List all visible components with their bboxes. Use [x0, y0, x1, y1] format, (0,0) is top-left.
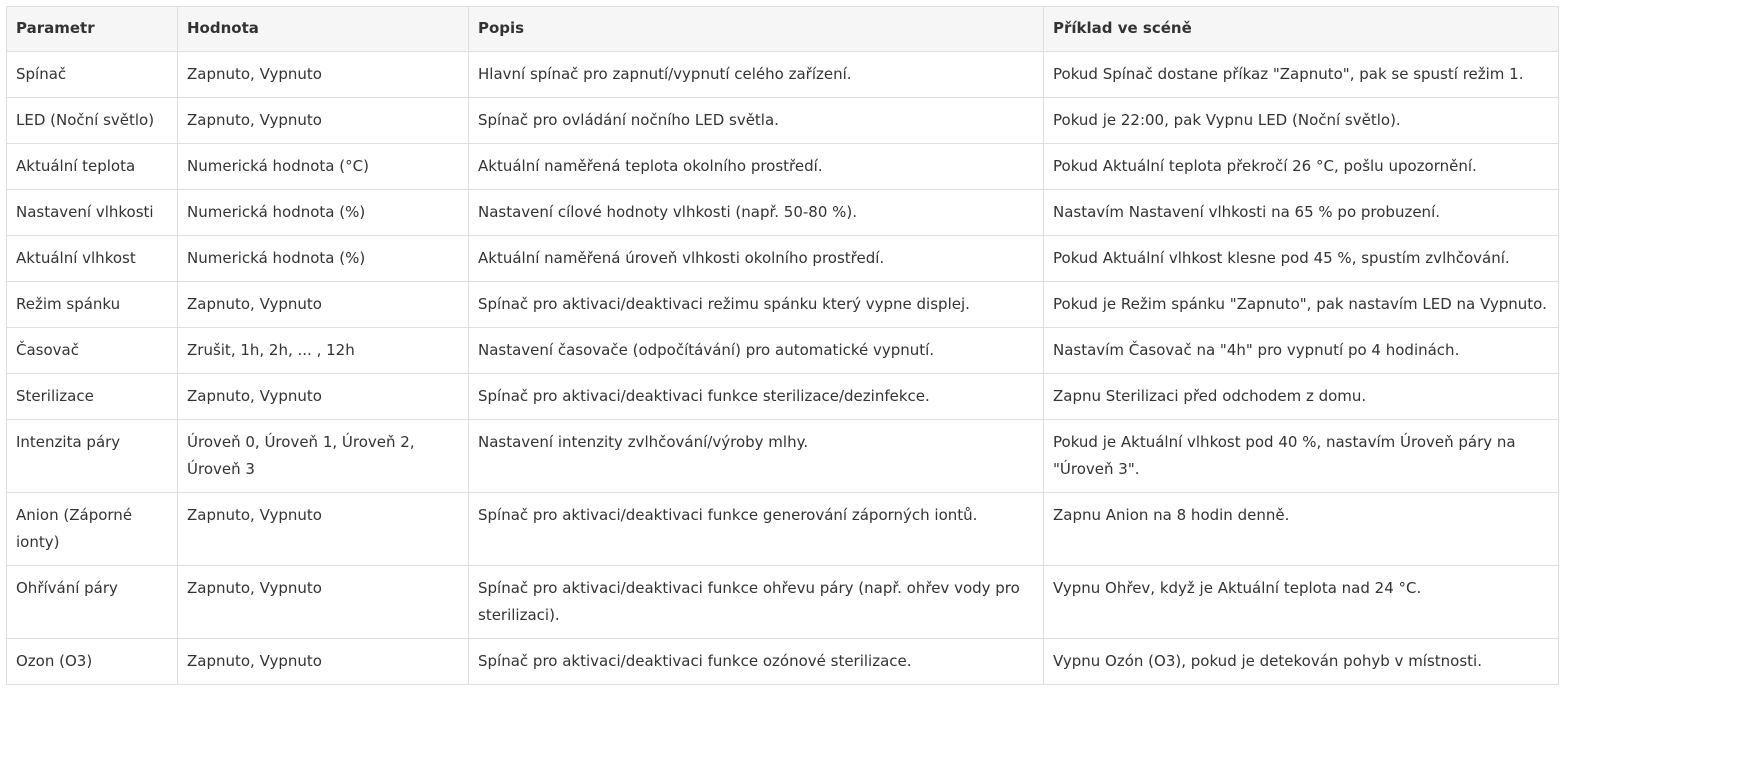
cell-parametr: Ozon (O3): [7, 639, 178, 685]
table-row: [7, 236, 1559, 282]
cell-hodnota: Zapnuto, Vypnuto: [178, 639, 469, 685]
cell-popis: Spínač pro aktivaci/deaktivaci funkce ohřevu páry (např. ohřev vody pro sterilizaci).: [469, 566, 1044, 639]
cell-hodnota: Numerická hodnota (%): [178, 236, 469, 282]
table-body: [7, 52, 1559, 685]
table-row: [7, 328, 1559, 374]
cell-popis: Aktuální naměřená úroveň vlhkosti okolního prostředí.: [469, 236, 1044, 282]
header-hodnota: Hodnota: [178, 7, 469, 52]
cell-parametr: Nastavení vlhkosti: [7, 190, 178, 236]
cell-popis: Spínač pro aktivaci/deaktivaci funkce sterilizace/dezinfekce.: [469, 374, 1044, 420]
cell-hodnota: Numerická hodnota (%): [178, 190, 469, 236]
cell-parametr: Aktuální vlhkost: [7, 236, 178, 282]
table-row: [7, 420, 1559, 493]
cell-parametr: Anion (Záporné ionty): [7, 493, 178, 566]
table-row: [7, 566, 1559, 639]
table-row: [7, 190, 1559, 236]
cell-priklad: Zapnu Anion na 8 hodin denně.: [1044, 493, 1559, 566]
table-row: [7, 98, 1559, 144]
cell-popis: Spínač pro aktivaci/deaktivaci funkce ozónové sterilizace.: [469, 639, 1044, 685]
cell-parametr: Aktuální teplota: [7, 144, 178, 190]
cell-hodnota: Zapnuto, Vypnuto: [178, 566, 469, 639]
cell-popis: Nastavení intenzity zvlhčování/výroby mlhy.: [469, 420, 1044, 493]
cell-popis: Nastavení časovače (odpočítávání) pro automatické vypnutí.: [469, 328, 1044, 374]
cell-priklad: Vypnu Ohřev, když je Aktuální teplota nad 24 °C.: [1044, 566, 1559, 639]
cell-priklad: Pokud Spínač dostane příkaz "Zapnuto", pak se spustí režim 1.: [1044, 52, 1559, 98]
cell-hodnota: Zapnuto, Vypnuto: [178, 282, 469, 328]
cell-hodnota: Zapnuto, Vypnuto: [178, 374, 469, 420]
table-row: [7, 374, 1559, 420]
parameters-table: [6, 6, 1559, 685]
cell-parametr: Režim spánku: [7, 282, 178, 328]
header-priklad: Příklad ve scéně: [1044, 7, 1559, 52]
table-row: [7, 639, 1559, 685]
cell-popis: Hlavní spínač pro zapnutí/vypnutí celého zařízení.: [469, 52, 1044, 98]
table-row: [7, 52, 1559, 98]
cell-hodnota: Numerická hodnota (°C): [178, 144, 469, 190]
cell-priklad: Pokud je 22:00, pak Vypnu LED (Noční světlo).: [1044, 98, 1559, 144]
cell-priklad: Nastavím Časovač na "4h" pro vypnutí po 4 hodinách.: [1044, 328, 1559, 374]
cell-priklad: Pokud Aktuální vlhkost klesne pod 45 %, spustím zvlhčování.: [1044, 236, 1559, 282]
cell-hodnota: Zapnuto, Vypnuto: [178, 493, 469, 566]
table-row: [7, 282, 1559, 328]
cell-priklad: Vypnu Ozón (O3), pokud je detekován pohyb v místnosti.: [1044, 639, 1559, 685]
cell-priklad: Pokud je Aktuální vlhkost pod 40 %, nastavím Úroveň páry na "Úroveň 3".: [1044, 420, 1559, 493]
parameters-table-container: [6, 6, 1558, 685]
table-row: [7, 493, 1559, 566]
table-header: [7, 7, 1559, 52]
cell-hodnota: Zapnuto, Vypnuto: [178, 52, 469, 98]
header-popis: Popis: [469, 7, 1044, 52]
cell-popis: Spínač pro aktivaci/deaktivaci funkce generování záporných iontů.: [469, 493, 1044, 566]
cell-hodnota: Zapnuto, Vypnuto: [178, 98, 469, 144]
cell-priklad: Pokud Aktuální teplota překročí 26 °C, pošlu upozornění.: [1044, 144, 1559, 190]
cell-priklad: Zapnu Sterilizaci před odchodem z domu.: [1044, 374, 1559, 420]
cell-parametr: Spínač: [7, 52, 178, 98]
cell-popis: Spínač pro aktivaci/deaktivaci režimu spánku který vypne displej.: [469, 282, 1044, 328]
cell-parametr: Časovač: [7, 328, 178, 374]
table-row: [7, 144, 1559, 190]
cell-popis: Nastavení cílové hodnoty vlhkosti (např. 50-80 %).: [469, 190, 1044, 236]
cell-parametr: Sterilizace: [7, 374, 178, 420]
cell-priklad: Nastavím Nastavení vlhkosti na 65 % po probuzení.: [1044, 190, 1559, 236]
cell-hodnota: Úroveň 0, Úroveň 1, Úroveň 2, Úroveň 3: [178, 420, 469, 493]
header-row: [7, 7, 1559, 52]
cell-priklad: Pokud je Režim spánku "Zapnuto", pak nastavím LED na Vypnuto.: [1044, 282, 1559, 328]
cell-popis: Aktuální naměřená teplota okolního prostředí.: [469, 144, 1044, 190]
cell-parametr: Intenzita páry: [7, 420, 178, 493]
cell-parametr: Ohřívání páry: [7, 566, 178, 639]
header-parametr: Parametr: [7, 7, 178, 52]
cell-hodnota: Zrušit, 1h, 2h, ... , 12h: [178, 328, 469, 374]
cell-parametr: LED (Noční světlo): [7, 98, 178, 144]
cell-popis: Spínač pro ovládání nočního LED světla.: [469, 98, 1044, 144]
